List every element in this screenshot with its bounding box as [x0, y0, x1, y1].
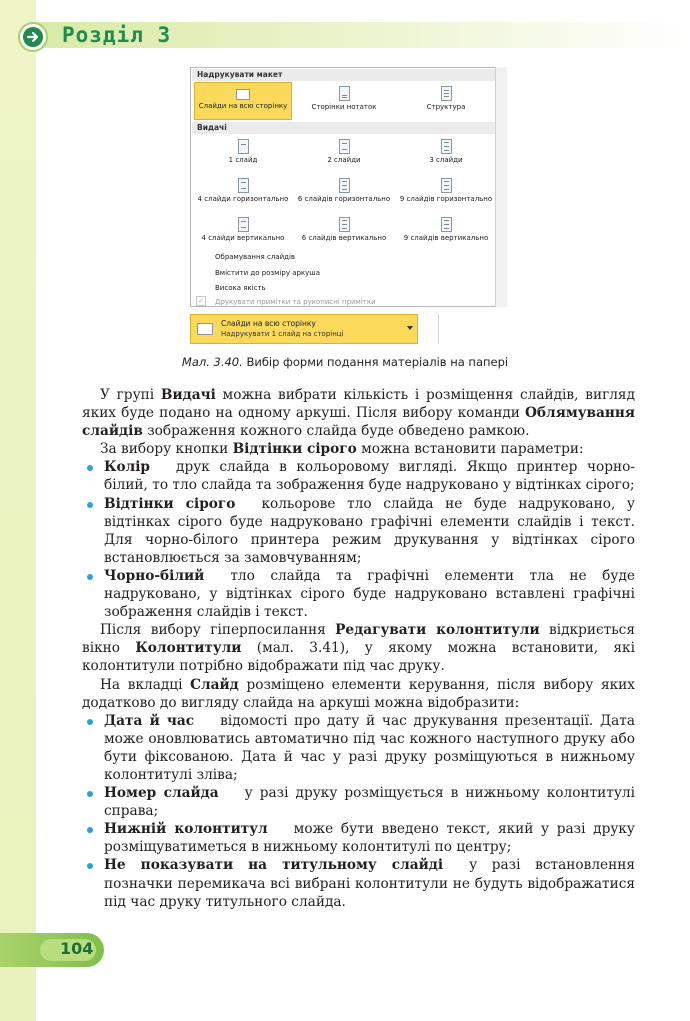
handout-option-3[interactable]: [397, 135, 495, 173]
checkmark-icon: ✓: [196, 296, 206, 306]
figure-caption: [0, 355, 690, 369]
term-bold: Нижній колонтитул: [104, 821, 268, 838]
full-page-slide-icon: [197, 323, 213, 335]
menu-item-print-comments[interactable]: Друкувати примітки та рукописні примітки: [215, 298, 376, 306]
slide-tab-options-list: [82, 712, 635, 911]
bullet-icon: [87, 719, 93, 725]
handout-2-icon: [339, 139, 350, 154]
layout-option-label: Слайди на всю сторінку: [198, 102, 288, 110]
bullet-icon: [87, 465, 93, 471]
layout-full-page-option[interactable]: [194, 82, 292, 120]
page-number: 104: [60, 939, 94, 958]
list-item-text: у разі друку розміщується в нижньому колонтитулі справа;: [104, 785, 636, 820]
menu-scrollbar[interactable]: [495, 67, 507, 307]
text-run: розміщено елементи керування, після вибору яких додатково до вигляду слайда на аркуші можна відобразити:: [82, 676, 636, 711]
body-text: [82, 386, 635, 911]
text-run: Після вибору гіперпосилання: [100, 622, 336, 639]
color-options-list: [82, 458, 635, 621]
arrow-right-icon: [23, 27, 43, 47]
list-item: [82, 495, 635, 567]
handout-option-2[interactable]: [295, 135, 393, 173]
handout-6v-icon: [339, 217, 350, 232]
print-layout-figure: [190, 67, 506, 345]
handout-3-icon: [441, 139, 452, 154]
paragraph-handouts: [82, 386, 635, 440]
handout-option-label: 4 слайди горизонтально: [197, 195, 289, 203]
handout-9v-icon: [441, 217, 452, 232]
bullet-icon: [87, 574, 93, 580]
layout-outline-option[interactable]: [397, 82, 495, 120]
handout-option-9v[interactable]: [397, 213, 495, 251]
print-layout-heading: Надрукувати макет: [192, 69, 495, 81]
chapter-arrow-badge: [18, 22, 48, 52]
dropdown-subtitle: Надрукувати 1 слайд на сторінці: [221, 330, 344, 338]
list-item: [82, 820, 635, 856]
text-run: За вибору кнопки: [100, 441, 233, 458]
handout-option-1[interactable]: [194, 135, 292, 173]
text-run: можна встановити параметри:: [356, 441, 584, 458]
full-page-slide-icon: [236, 89, 250, 100]
chevron-down-icon: [407, 326, 413, 330]
handout-4h-icon: [238, 178, 249, 193]
handout-option-4v[interactable]: [194, 213, 292, 251]
handout-option-label: 1 слайд: [228, 156, 258, 164]
handout-option-4h[interactable]: [194, 174, 292, 212]
list-item: [82, 784, 635, 820]
handout-option-label: 2 слайди: [327, 156, 361, 164]
caption-text: Вибір форми подання матеріалів на папері: [246, 355, 509, 369]
handouts-heading: Видачі: [192, 122, 495, 134]
menu-item-high-quality[interactable]: Висока якість: [215, 284, 266, 292]
layout-option-label: Структура: [426, 103, 466, 111]
bullet-icon: [87, 502, 93, 508]
term-bold: Номер слайда: [104, 785, 219, 802]
handout-option-label: 9 слайдів вертикально: [403, 234, 489, 242]
outline-icon: [441, 86, 452, 101]
chapter-title: Розділ 3: [62, 23, 172, 47]
term-bold: Колір: [104, 459, 151, 476]
print-layout-dropdown[interactable]: [190, 314, 418, 344]
text-run: На вкладці: [100, 676, 191, 693]
handout-option-6v[interactable]: [295, 213, 393, 251]
term-bold: Дата й час: [104, 712, 195, 729]
term-bold: Слайд: [190, 676, 239, 693]
caption-label: Мал. 3.40.: [181, 355, 243, 369]
print-layout-menu: [190, 67, 506, 307]
list-item: [82, 458, 635, 494]
text-run: зображення кожного слайда буде обведено рамкою.: [142, 423, 530, 440]
handout-9h-icon: [441, 178, 452, 193]
handout-6h-icon: [339, 178, 350, 193]
left-margin-strip: [0, 0, 36, 1021]
list-item: [82, 856, 635, 910]
layout-option-label: Сторінки нотаток: [311, 103, 377, 111]
bullet-icon: [87, 827, 93, 833]
list-item-text: кольорове тло слайда не буде надруковано, у відтінках сірого буде надруковано графічні елементи слайдів і текст. Для чорно-білого принтера режим друкування у відтінках сірого встановлюється за замовчуванням;: [104, 495, 635, 566]
bullet-icon: [87, 791, 93, 797]
term-bold: Відтінки сірого: [104, 495, 236, 512]
handout-option-label: 3 слайди: [429, 156, 463, 164]
handout-option-6h[interactable]: [295, 174, 393, 212]
term-bold: Відтінки сірого: [232, 441, 357, 458]
list-item-text: у разі встановлення позначки перемикача всі вибрані колонтитули не будуть відображатися під час друку титульного слайда.: [104, 857, 635, 910]
term-bold: Облямування слайдів: [82, 405, 635, 440]
figure-divider: [438, 314, 439, 344]
list-item: [82, 712, 635, 784]
list-item-text: тло слайда та графічні елементи тла не буде надруковано, у відтінках сірого буде надруковано вставлені графічні зображення слайдів і текст.: [104, 567, 635, 621]
handout-option-label: 6 слайдів горизонтально: [297, 195, 391, 203]
list-item-text: може бути введено текст, який у разі друку розміщуватиметься в нижньому колонтитулі по центру;: [104, 821, 635, 856]
layout-notes-pages-option[interactable]: [295, 82, 393, 120]
handout-1-icon: [238, 139, 249, 154]
list-item: [82, 567, 635, 621]
term-bold: Видачі: [160, 387, 216, 403]
paragraph-grayscale: [82, 440, 635, 458]
list-item-text: відомості про дату й час друкування презентації. Дата може оновлюватись автоматично під час кожного наступного друку або бути фіксованою. Дата й час у разі друку розміщуються в нижньому колонтитулі зліва;: [104, 712, 635, 783]
text-run: можна вибрати кількість і розміщення слайдів, вигляд яких буде подано на одному аркуші. Після вибору команди: [82, 387, 635, 422]
text-run: (мал. 3.41), у якому можна встановити, які колонтитули потрібно відображати під час друку.: [82, 640, 635, 675]
paragraph-headers-footers: [82, 621, 635, 675]
dropdown-title: Слайди на всю сторінку: [221, 319, 316, 328]
handout-option-label: 6 слайдів вертикально: [301, 234, 387, 242]
notes-page-icon: [339, 86, 350, 101]
list-item-text: друк слайда в кольоровому вигляді. Якщо принтер чорно-білий, то тло слайда та зображення буде надруковано у відтінках сірого;: [104, 459, 635, 494]
term-bold: Колонтитули: [135, 640, 242, 657]
text-run: У групі: [100, 387, 161, 403]
handout-option-label: 9 слайдів горизонтально: [399, 195, 493, 203]
text-run: відкриється вікно: [82, 622, 635, 657]
handout-option-9h[interactable]: [397, 174, 495, 212]
term-bold: Чорно-білий: [104, 567, 205, 584]
handout-4v-icon: [238, 217, 249, 232]
term-bold: Не показувати на титульному слайді: [104, 857, 444, 874]
bullet-icon: [87, 863, 93, 869]
paragraph-slide-tab: [82, 676, 635, 712]
menu-item-scale-to-fit[interactable]: Вмістити до розміру аркуша: [215, 269, 320, 277]
menu-item-frame-slides[interactable]: Обрамування слайдів: [215, 253, 296, 261]
handout-option-label: 4 слайди вертикально: [201, 234, 285, 242]
term-bold: Редагувати колонтитули: [335, 622, 540, 639]
